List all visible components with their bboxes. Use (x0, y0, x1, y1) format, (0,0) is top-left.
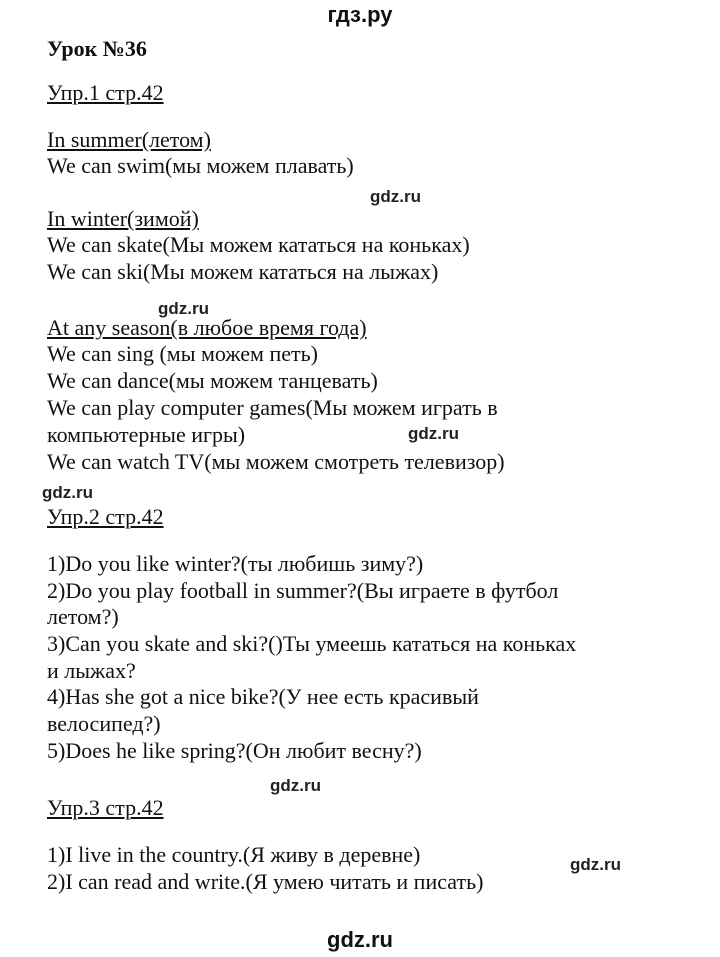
question-4: 4)Has she got a nice bike?(У нее есть красивый (47, 684, 479, 709)
winter-line-2: We can ski(Мы можем кататься на лыжах) (47, 259, 439, 284)
watermark: gdz.ru (570, 855, 621, 874)
summer-heading: In summer(летом) (47, 127, 211, 152)
winter-heading: In winter(зимой) (47, 206, 199, 231)
any-season-line-3-cont: компьютерные игры) (47, 422, 246, 447)
site-footer: gdz.ru (327, 927, 393, 952)
any-season-heading: At any season(в любое время года) (47, 315, 367, 340)
exercise-1-heading: Упр.1 стр.42 (47, 80, 164, 105)
question-2: 2)Do you play football in summer?(Вы играете в футбол (47, 578, 559, 603)
exercise-2-heading: Упр.2 стр.42 (47, 504, 164, 529)
watermark: gdz.ru (158, 299, 209, 318)
lesson-title: Урок №36 (47, 36, 147, 61)
watermark: gdz.ru (42, 483, 93, 502)
watermark: gdz.ru (270, 776, 321, 795)
sentence-2: 2)I can read and write.(Я умею читать и писать) (47, 869, 484, 894)
any-season-line-4: We can watch TV(мы можем смотреть телевизор) (47, 449, 505, 474)
watermark: gdz.ru (408, 424, 459, 443)
any-season-line-2: We can dance(мы можем танцевать) (47, 368, 378, 393)
watermark: gdz.ru (370, 187, 421, 206)
any-season-line-3: We can play computer games(Мы можем играть в (47, 395, 498, 420)
question-3: 3)Can you skate and ski?()Ты умеешь кататься на коньках (47, 631, 577, 656)
question-2-cont: летом?) (47, 604, 119, 629)
site-header: гдз.ру (327, 2, 393, 27)
question-4-cont: велосипед?) (47, 711, 161, 736)
exercise-3-heading: Упр.3 стр.42 (47, 795, 164, 820)
question-1: 1)Do you like winter?(ты любишь зиму?) (47, 551, 424, 576)
summer-line-1: We can swim(мы можем плавать) (47, 153, 354, 178)
question-3-cont: и лыжах? (47, 658, 136, 683)
question-5: 5)Does he like spring?(Он любит весну?) (47, 738, 422, 763)
any-season-line-1: We can sing (мы можем петь) (47, 341, 318, 366)
sentence-1: 1)I live in the country.(Я живу в деревне) (47, 842, 421, 867)
winter-line-1: We can skate(Мы можем кататься на коньках) (47, 232, 470, 257)
